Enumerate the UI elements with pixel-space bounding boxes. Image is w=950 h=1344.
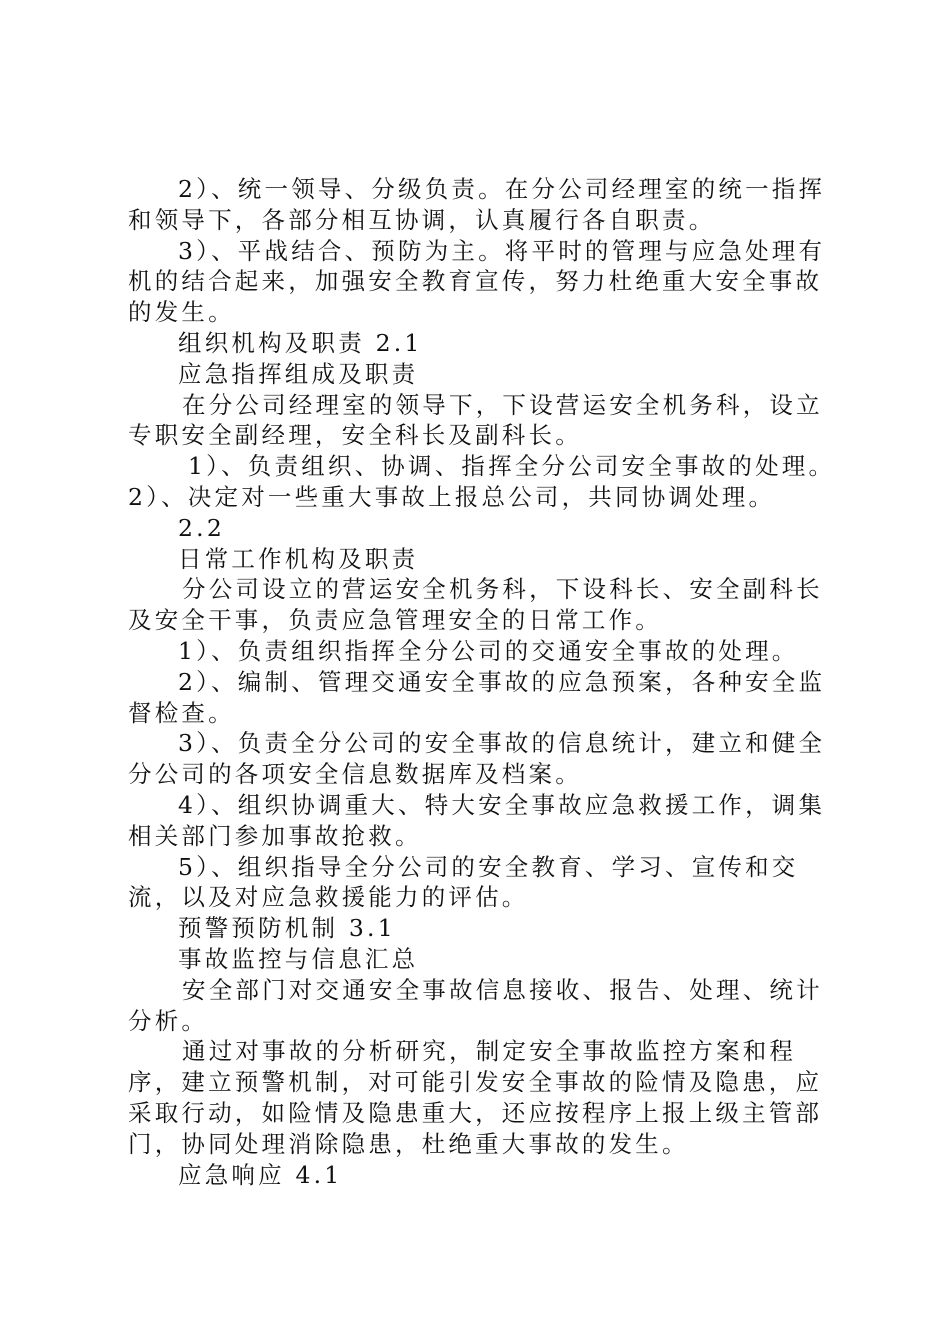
heading-organization: 组织机构及职责 2.1 <box>178 328 423 357</box>
paragraph-command-duty-1: 1）、负责组织、协调、指挥全分公司安全事故的处理。 <box>188 452 836 481</box>
heading-emergency-command: 应急指挥组成及职责 <box>178 359 419 388</box>
paragraph-daily-duty-3: 3）、负责全分公司的安全事故的信息统计，建立和健全分公司的各项安全信息数据库及档案。 <box>128 729 826 789</box>
paragraph-daily-duty-5: 5）、组织指导全分公司的安全教育、学习、宣传和交流，以及对应急救援能力的评估。 <box>128 852 799 912</box>
paragraph-command-duty-2: 2）、决定对一些重大事故上报总公司，共同协调处理。 <box>128 482 776 511</box>
heading-emergency-response: 应急响应 4.1 <box>178 1160 343 1189</box>
heading-warning-prevention: 预警预防机制 3.1 <box>178 914 396 943</box>
document-body <box>128 174 840 1190</box>
paragraph-warning-mechanism: 通过对事故的分析研究，制定安全事故监控方案和程序，建立预警机制，对可能引发安全事故的险情及隐患，应采取行动，如险情及隐患重大，还应按程序上报上级主管部门，协同处理消除隐患，杜绝重大事故的发生。 <box>128 1037 823 1158</box>
paragraph-command-setup: 在分公司经理室的领导下，下设营运安全机务科，设立专职安全副经理，安全科长及副科长。 <box>128 390 823 450</box>
heading-accident-monitoring: 事故监控与信息汇总 <box>178 944 419 973</box>
heading-section-2-2: 2.2 <box>178 513 225 542</box>
heading-daily-work: 日常工作机构及职责 <box>178 544 419 573</box>
paragraph-daily-duty-4: 4）、组织协调重大、特大安全事故应急救援工作，调集相关部门参加事故抢救。 <box>128 790 826 850</box>
paragraph-daily-duty-2: 2）、编制、管理交通安全事故的应急预案，各种安全监督检查。 <box>128 667 826 727</box>
paragraph-safety-department: 安全部门对交通安全事故信息接收、报告、处理、统计分析。 <box>128 975 823 1035</box>
paragraph-daily-duty-1: 1）、负责组织指挥全分公司的交通安全事故的处理。 <box>178 636 799 665</box>
paragraph-principle-2: 2）、统一领导、分级负责。在分公司经理室的统一指挥和领导下，各部分相互协调，认真履行各自职责。 <box>128 175 826 234</box>
paragraph-principle-3: 3）、平战结合、预防为主。将平时的管理与应急处理有机的结合起来，加强安全教育宣传，努力杜绝重大安全事故的发生。 <box>128 236 826 327</box>
paragraph-daily-setup: 分公司设立的营运安全机务科，下设科长、安全副科长及安全干事，负责应急管理安全的日常工作。 <box>128 575 823 635</box>
